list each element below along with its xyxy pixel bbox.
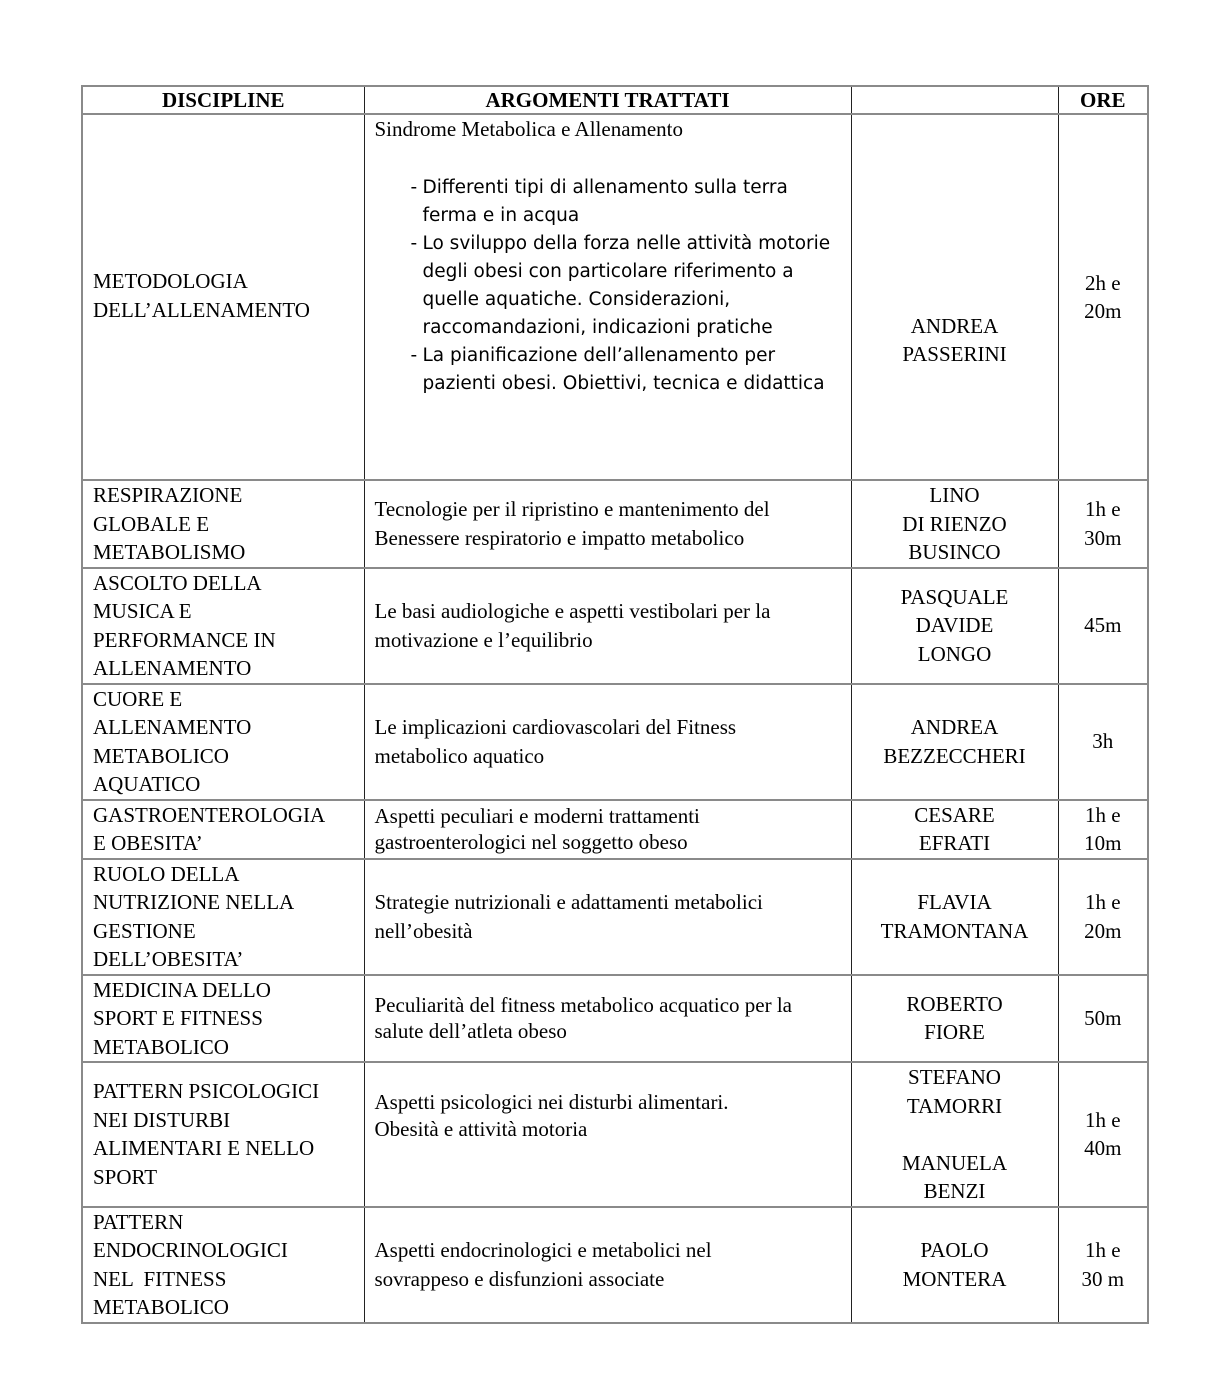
teacher-line: BENZI [923, 1179, 986, 1203]
topic-line: Aspetti peculiari e moderni trattamenti [374, 804, 700, 828]
hours-cell [1058, 568, 1148, 684]
teacher-line: DI RIENZO [902, 511, 1007, 536]
table-row [82, 568, 1148, 684]
discipline-line: CUORE E [93, 686, 183, 711]
hours-line: 45m [1084, 613, 1122, 638]
discipline-line: ALLENAMENTO [93, 715, 252, 739]
table-row [82, 480, 1148, 568]
teacher-line: STEFANO [908, 1065, 1001, 1089]
hours-line: 20m [1084, 299, 1122, 323]
discipline-line: PERFORMANCE IN [93, 627, 276, 652]
hours-line: 10m [1084, 831, 1122, 855]
teacher-line: DAVIDE [915, 613, 994, 638]
discipline-line: METABOLICO [93, 1295, 229, 1319]
discipline-line: GESTIONE [93, 918, 196, 943]
topic-line: Le basi audiologiche e aspetti vestibolari per la [374, 599, 771, 623]
hours-cell [1058, 859, 1148, 975]
teacher-line: LINO [929, 483, 980, 507]
teacher-cell [851, 1207, 1058, 1323]
teacher-line: EFRATI [918, 831, 991, 855]
teacher-line: PASQUALE [900, 584, 1009, 609]
discipline-line: ASCOLTO DELLA [93, 570, 262, 595]
table-row [82, 859, 1148, 975]
hours-line: 1h e [1084, 890, 1121, 914]
discipline-cell [82, 1062, 364, 1207]
teacher-line: BUSINCO [908, 540, 1001, 564]
table-row [82, 1207, 1148, 1323]
hours-cell [1058, 1207, 1148, 1323]
course-program-table [81, 85, 1149, 1324]
teacher-line: MONTERA [902, 1266, 1007, 1291]
topic-line: Aspetti psicologici nei disturbi alimentari. [374, 1090, 729, 1114]
teacher-cell [851, 684, 1058, 800]
discipline-cell [82, 800, 364, 859]
discipline-line: NEI DISTURBI [93, 1107, 231, 1132]
discipline-line: PATTERN PSICOLOGICI [93, 1079, 320, 1104]
topic-line: Strategie nutrizionali e adattamenti metabolici [374, 890, 763, 914]
topic-cell [364, 975, 851, 1063]
topic-bullet [411, 230, 841, 342]
topic-bullet-text: Lo sviluppo della forza nelle attività motorie degli obesi con particolare riferimento a quelle aquatiche. Considerazioni, raccomandazioni, indicazioni pratiche [422, 232, 831, 338]
topic-line: Obesità e attività motoria [374, 1117, 588, 1141]
header-discipline: DISCIPLINE [82, 86, 364, 114]
teacher-cell [851, 568, 1058, 684]
hours-cell [1058, 480, 1148, 568]
teacher-cell [851, 114, 1058, 480]
discipline-line: METABOLISMO [93, 540, 246, 564]
topic-line: motivazione e l’equilibrio [374, 627, 593, 652]
discipline-line: NUTRIZIONE NELLA [93, 890, 295, 914]
teacher-line: TRAMONTANA [880, 918, 1029, 943]
topic-cell [364, 1207, 851, 1323]
discipline-line: RESPIRAZIONE [93, 483, 243, 507]
table-header-row [82, 86, 1148, 114]
topic-cell [364, 684, 851, 800]
teacher-line: ANDREA [910, 313, 999, 338]
hours-line: 1h e [1084, 1107, 1121, 1132]
table-row [82, 975, 1148, 1063]
teacher-line [862, 1120, 1048, 1149]
discipline-cell [82, 568, 364, 684]
topic-cell [364, 114, 851, 480]
topic-line: nell’obesità [374, 918, 473, 943]
teacher-line: PAOLO [920, 1238, 989, 1262]
teacher-line: FIORE [924, 1020, 985, 1045]
hours-line: 50m [1084, 1006, 1122, 1030]
teacher-cell [851, 1062, 1058, 1207]
topic-bullet [411, 342, 841, 398]
discipline-line: RUOLO DELLA [93, 861, 240, 886]
discipline-cell [82, 480, 364, 568]
topic-cell [364, 1062, 851, 1207]
discipline-line: METODOLOGIA [93, 269, 248, 293]
discipline-line: E OBESITA’ [93, 831, 203, 855]
topic-title: Sindrome Metabolica e Allenamento [374, 117, 683, 141]
topic-line: Peculiarità del fitness metabolico acquatico per la [374, 993, 792, 1018]
dash-bullet-icon: - [410, 344, 418, 366]
table-row [82, 684, 1148, 800]
hours-line: 3h [1092, 729, 1114, 754]
hours-cell [1058, 1062, 1148, 1207]
hours-line: 1h e [1084, 802, 1121, 827]
discipline-line: MUSICA E [93, 599, 192, 623]
teacher-line: MANUELA [902, 1150, 1007, 1175]
discipline-line: SPORT E FITNESS [93, 1006, 263, 1030]
topic-cell [364, 568, 851, 684]
topic-cell [364, 800, 851, 859]
discipline-cell [82, 1207, 364, 1323]
teacher-line: ANDREA [910, 715, 999, 739]
topic-line: sovrappeso e disfunzioni associate [374, 1266, 665, 1291]
discipline-line: DELL’ALLENAMENTO [93, 297, 310, 322]
teacher-line: ROBERTO [906, 991, 1003, 1016]
topic-bullet [411, 174, 841, 230]
topic-bullet-text: Differenti tipi di allenamento sulla terra ferma e in acqua [422, 176, 788, 226]
discipline-line: ALIMENTARI E NELLO [93, 1136, 315, 1161]
discipline-line: MEDICINA DELLO [93, 977, 271, 1002]
discipline-line: DELL’OBESITA’ [93, 947, 244, 971]
dash-bullet-icon: - [410, 176, 418, 198]
discipline-line: GASTROENTEROLOGIA [93, 802, 326, 827]
hours-line: 20m [1084, 918, 1122, 943]
teacher-line: LONGO [917, 641, 992, 666]
dash-bullet-icon: - [410, 232, 418, 254]
teacher-cell [851, 800, 1058, 859]
topic-cell [364, 480, 851, 568]
header-topics: ARGOMENTI TRATTATI [364, 86, 851, 114]
discipline-cell [82, 859, 364, 975]
topic-line: gastroenterologici nel soggetto obeso [374, 830, 688, 854]
hours-line: 40m [1084, 1136, 1122, 1161]
teacher-line: CESARE [914, 802, 995, 827]
teacher-cell [851, 480, 1058, 568]
hours-cell [1058, 975, 1148, 1063]
teacher-line: PASSERINI [902, 342, 1007, 366]
discipline-line: ALLENAMENTO [93, 656, 252, 680]
discipline-line: METABOLICO [93, 1034, 229, 1059]
discipline-cell [82, 114, 364, 480]
table-row [82, 114, 1148, 480]
teacher-line: BEZZECCHERI [883, 743, 1026, 768]
topic-line: Benessere respiratorio e impatto metabolico [374, 525, 745, 550]
topic-line: Tecnologie per il ripristino e mantenimento del [374, 497, 770, 522]
hours-cell [1058, 800, 1148, 859]
teacher-line: TAMORRI [906, 1093, 1003, 1118]
topic-line: Le implicazioni cardiovascolari del Fitness [374, 715, 737, 739]
hours-line: 30m [1084, 525, 1122, 550]
hours-line: 2h e [1084, 270, 1121, 295]
discipline-line: ENDOCRINOLOGICI [93, 1238, 288, 1262]
discipline-line: SPORT [93, 1164, 158, 1189]
topic-bullet-text: La pianificazione dell’allenamento per pazienti obesi. Obiettivi, tecnica e didattica [422, 344, 825, 394]
teacher-cell [851, 859, 1058, 975]
teacher-line: FLAVIA [917, 890, 992, 914]
hours-cell [1058, 114, 1148, 480]
topic-line: salute dell’atleta obeso [374, 1019, 567, 1044]
discipline-line: PATTERN [93, 1209, 184, 1234]
topic-bullet-list [375, 174, 841, 398]
discipline-line: GLOBALE E [93, 511, 210, 536]
discipline-cell [82, 684, 364, 800]
hours-line: 30 m [1081, 1266, 1125, 1291]
topic-line: metabolico aquatico [374, 743, 545, 768]
topic-cell [364, 859, 851, 975]
discipline-line: METABOLICO [93, 743, 229, 768]
discipline-line: NEL FITNESS [93, 1266, 227, 1291]
table-row [82, 1062, 1148, 1207]
hours-line: 1h e [1084, 497, 1121, 522]
discipline-cell [82, 975, 364, 1063]
hours-line: 1h e [1084, 1238, 1121, 1262]
header-teacher [851, 86, 1058, 114]
table-row [82, 800, 1148, 859]
header-hours: ORE [1058, 86, 1148, 114]
teacher-cell [851, 975, 1058, 1063]
hours-cell [1058, 684, 1148, 800]
discipline-line: AQUATICO [93, 772, 201, 796]
topic-line: Aspetti endocrinologici e metabolici nel [374, 1238, 712, 1262]
